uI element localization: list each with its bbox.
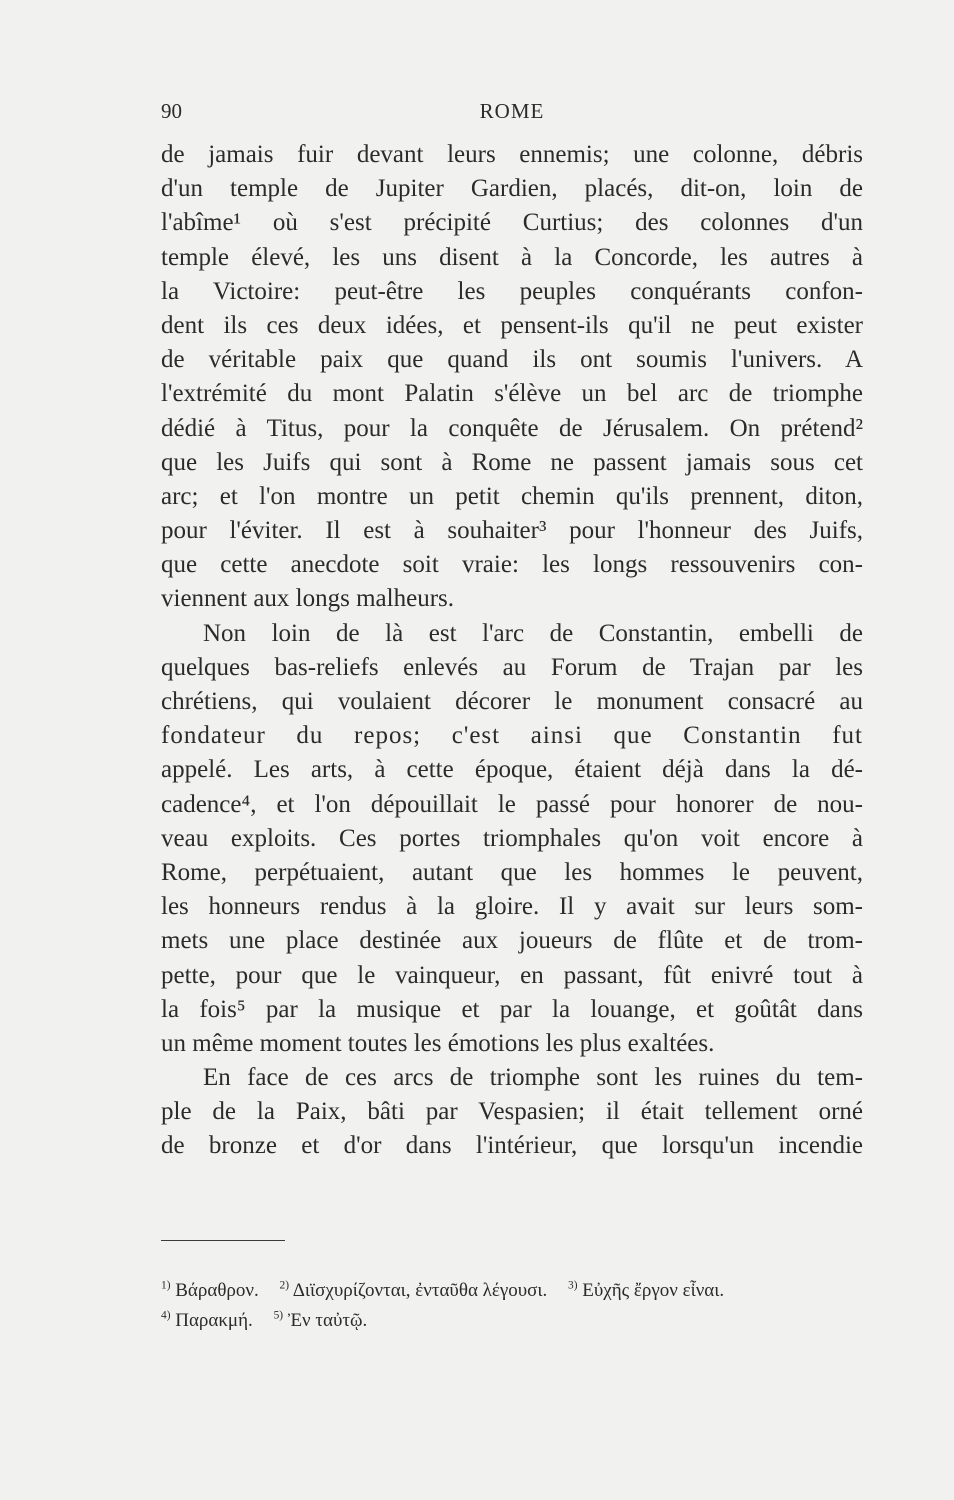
text-line: appelé. Les arts, à cette époque, étaient déjà dans la dé- (161, 756, 863, 784)
footnote-text: Διϊσχυρίζονται, ἐνταῦθα λέγουσι. (292, 1280, 548, 1301)
text-line: veau exploits. Ces portes triomphales qu'on voit encore à (161, 824, 863, 852)
text-line: l'extrémité du mont Palatin s'élève un bel arc de triomphe (161, 380, 863, 408)
text-line: cadence⁴, et l'on dépouillait le passé pour honorer de nou- (161, 790, 863, 818)
text-line: l'abîme¹ où s'est précipité Curtius; des colonnes d'un (161, 209, 863, 237)
text-line: un même moment toutes les émotions les plus exaltées. (161, 1029, 715, 1057)
page-header (161, 96, 863, 126)
text-line: de véritable paix que quand ils ont soumis l'univers. A (161, 346, 863, 374)
text-line: que les Juifs qui sont à Rome ne passent jamais sous cet (161, 448, 863, 476)
footnote-text: Ἐν ταὐτῷ. (287, 1310, 368, 1331)
page-number: 90 (161, 99, 182, 123)
text-line: arc; et l'on montre un petit chemin qu'ils prennent, diton, (161, 482, 863, 510)
text-line: chrétiens, qui voulaient décorer le monument consacré au (161, 688, 863, 715)
footnote-marker: 4) (161, 1309, 171, 1322)
text-line: pour l'éviter. Il est à souhaiter³ pour l'honneur des Juifs, (161, 517, 863, 545)
text-line: que cette anecdote soit vraie: les longs ressouvenirs con- (161, 551, 863, 579)
running-head: ROME (479, 99, 545, 123)
text-line: En face de ces arcs de triomphe sont les ruines du tem- (203, 1064, 863, 1092)
text-line: pette, pour que le vainqueur, en passant, fût enivré tout à (161, 961, 863, 989)
text-line: dent ils ces deux idées, et pensent-ils qu'il ne peut exister (161, 311, 863, 339)
text-line: viennent aux longs malheurs. (161, 585, 454, 613)
footnote-2 (280, 1280, 548, 1301)
text-line: quelques bas-reliefs enlevés au Forum de Trajan par les (161, 653, 863, 681)
body-text (161, 138, 863, 1164)
footnote-marker: 3) (568, 1279, 578, 1292)
text-line: ple de la Paix, bâti par Vespasien; il était tellement orné (161, 1098, 863, 1126)
text-line: Non loin de là est l'arc de Constantin, embelli de (203, 619, 863, 647)
footnote-line (161, 1306, 863, 1336)
footnote-marker: 2) (279, 1279, 289, 1292)
footnote-marker: 5) (273, 1309, 284, 1322)
footnote-text: Εὐχῆς ἔργον εἶναι. (582, 1280, 725, 1301)
footnote-3 (568, 1280, 724, 1301)
footnotes (161, 1276, 863, 1336)
footnote-4 (161, 1310, 253, 1331)
footnote-text: Παρακμή. (175, 1310, 253, 1331)
text-line: mets une place destinée aux joueurs de flûte et de trom- (161, 927, 863, 955)
footnote-marker: 1) (161, 1279, 171, 1292)
text-line: la fois⁵ par la musique et par la louange, et goûtât dans (161, 995, 863, 1023)
text-line: fondateur du repos; c'est ainsi que Constantin fut (161, 722, 863, 750)
text-line: de bronze et d'or dans l'intérieur, que lorsqu'un incendie (161, 1132, 863, 1160)
text-line: de jamais fuir devant leurs ennemis; une colonne, débris (161, 141, 863, 168)
text-line: la Victoire: peut-être les peuples conquérants confon- (161, 277, 863, 305)
text-line: temple élevé, les uns disent à la Concorde, les autres à (161, 243, 863, 271)
text-line: Rome, perpétuaient, autant que les hommes le peuvent, (161, 858, 863, 886)
footnote-rule (161, 1240, 285, 1241)
footnote-5 (274, 1310, 368, 1331)
text-line: les honneurs rendus à la gloire. Il y avait sur leurs som- (161, 893, 863, 921)
footnote-text: Βάραθρον. (175, 1280, 259, 1301)
text-line: dédié à Titus, pour la conquête de Jérusalem. On prétend² (161, 414, 863, 442)
footnote-1 (161, 1280, 259, 1301)
text-line: d'un temple de Jupiter Gardien, placés, dit-on, loin de (161, 175, 863, 203)
footnote-line (161, 1276, 863, 1306)
